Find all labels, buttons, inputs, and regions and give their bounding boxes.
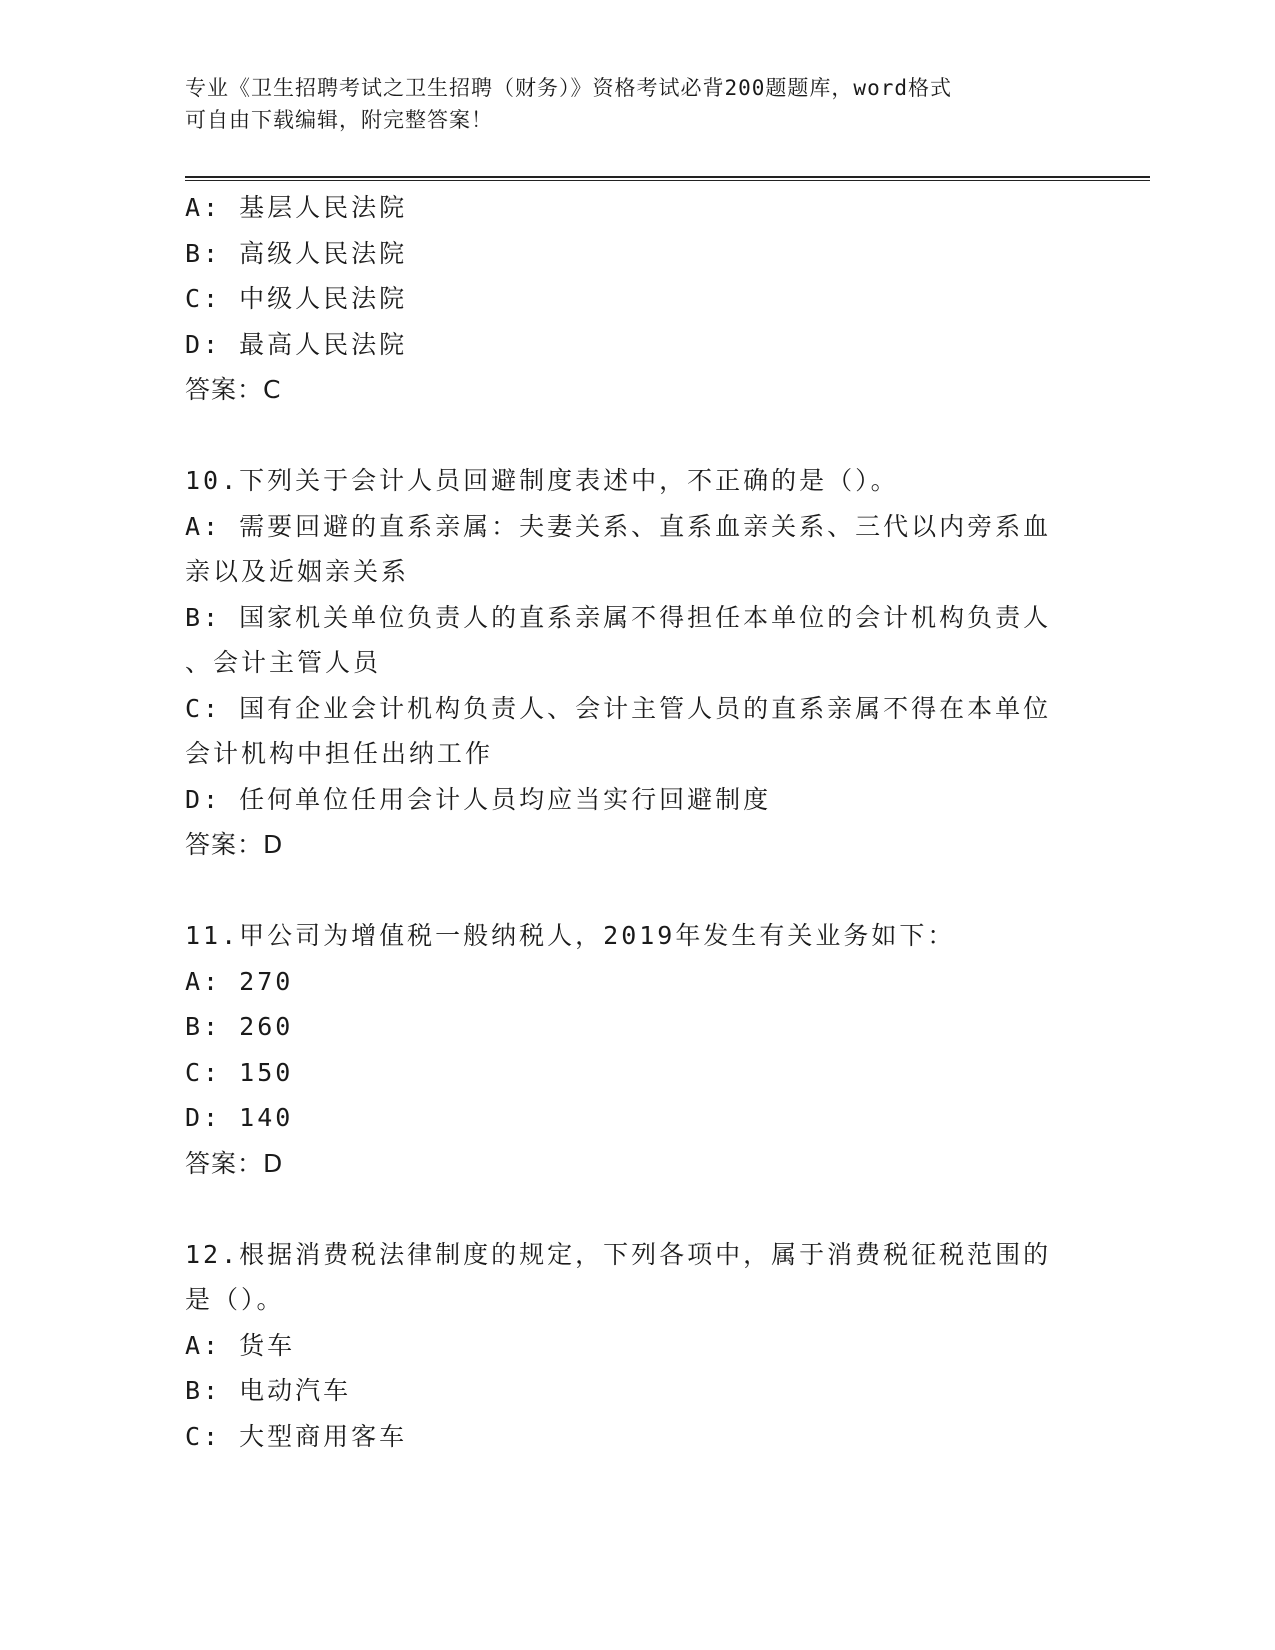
option-a: A: 货车 <box>185 1330 296 1360</box>
header-divider <box>185 176 1150 181</box>
option-c: C: 150 <box>185 1057 294 1087</box>
question-stem: 10.下列关于会计人员回避制度表述中，不正确的是（）。 <box>185 466 899 495</box>
spacer <box>185 1186 1075 1232</box>
question-12 <box>185 1232 1075 1460</box>
question-11 <box>185 913 1075 1186</box>
document-header <box>185 72 1085 136</box>
option-a-continued: 亲以及近姻亲关系 <box>185 557 410 586</box>
option-a: A: 270 <box>185 966 294 996</box>
option-c: C: 国有企业会计机构负责人、会计主管人员的直系亲属不得在本单位 <box>185 693 1052 723</box>
answer: 答案：D <box>185 830 284 859</box>
question-9 <box>185 185 1075 413</box>
spacer <box>185 868 1075 914</box>
option-b: B: 260 <box>185 1012 294 1041</box>
option-b: B: 高级人民法院 <box>185 238 408 268</box>
option-d: D: 任何单位任用会计人员均应当实行回避制度 <box>185 784 772 814</box>
option-d: D: 140 <box>185 1103 294 1132</box>
option-a: A: 基层人民法院 <box>185 193 408 222</box>
question-list <box>185 185 1075 1459</box>
question-stem-continued: 是（）。 <box>185 1285 285 1314</box>
spacer <box>185 413 1075 459</box>
option-c: C: 大型商用客车 <box>185 1421 408 1451</box>
answer: 答案：D <box>185 1148 284 1178</box>
option-c-continued: 会计机构中担任出纳工作 <box>185 739 494 768</box>
answer: 答案：C <box>185 375 282 404</box>
option-b: B: 电动汽车 <box>185 1376 352 1405</box>
question-stem: 11.甲公司为增值税一般纳税人，2019年发生有关业务如下： <box>185 921 956 950</box>
option-b-continued: 、会计主管人员 <box>185 648 382 677</box>
header-line-1: 专业《卫生招聘考试之卫生招聘（财务）》资格考试必背200题题库，word格式 <box>185 76 952 100</box>
question-10 <box>185 458 1075 868</box>
option-b: B: 国家机关单位负责人的直系亲属不得担任本单位的会计机构负责人 <box>185 602 1052 632</box>
header-line-2: 可自由下载编辑，附完整答案！ <box>185 108 493 132</box>
option-a: A: 需要回避的直系亲属：夫妻关系、直系血亲关系、三代以内旁系血 <box>185 511 1052 541</box>
option-d: D: 最高人民法院 <box>185 329 408 359</box>
option-c: C: 中级人民法院 <box>185 284 408 313</box>
question-stem: 12.根据消费税法律制度的规定，下列各项中，属于消费税征税范围的 <box>185 1239 1052 1269</box>
